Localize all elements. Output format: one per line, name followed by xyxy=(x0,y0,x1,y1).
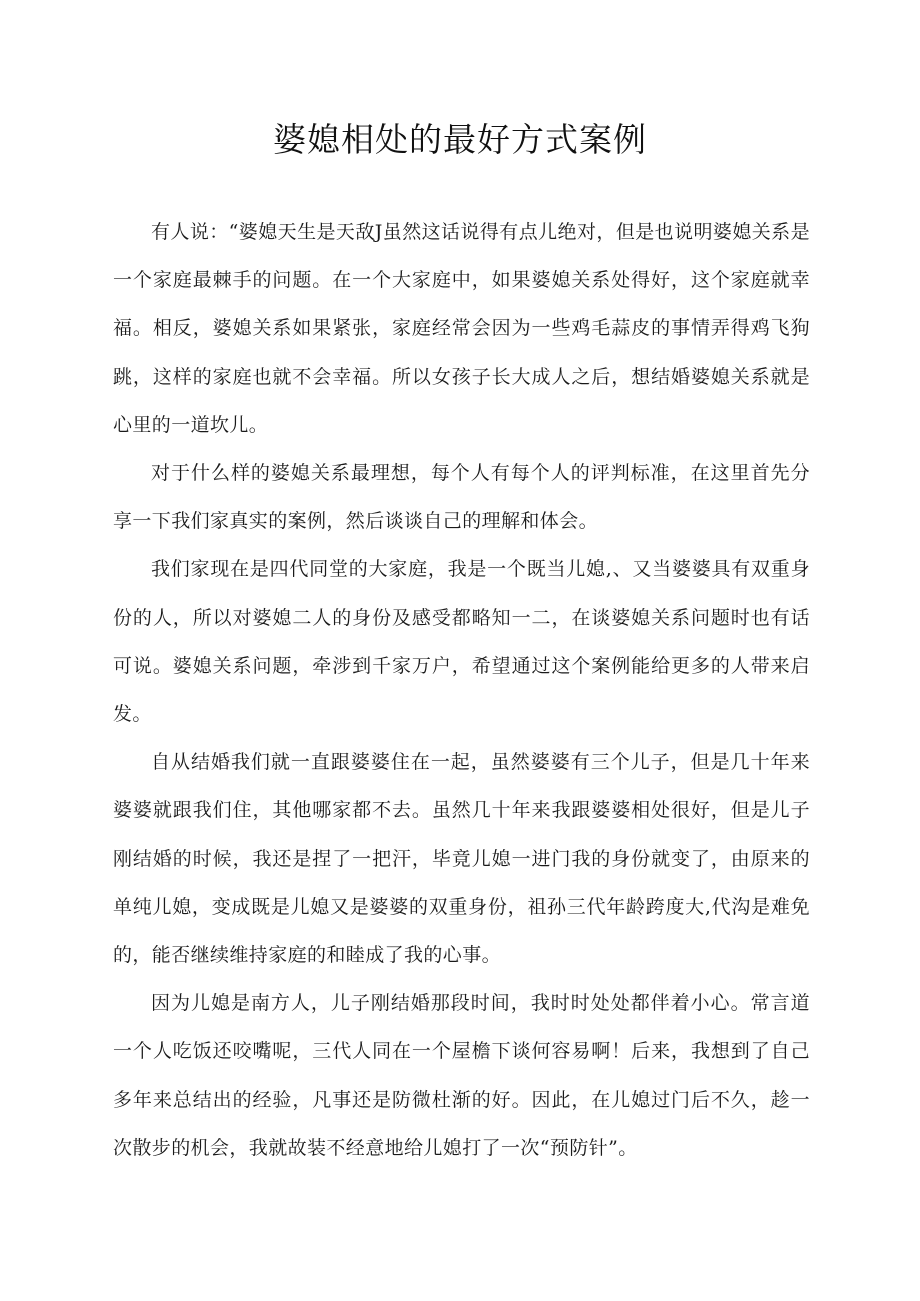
document-body xyxy=(113,208,810,1172)
paragraph: 对于什么样的婆媳关系最理想，每个人有每个人的评判标准，在这里首先分享一下我们家真实的案例，然后谈谈自己的理解和体会。 xyxy=(113,462,810,533)
document-title: 婆媳相处的最好方式案例 xyxy=(273,120,647,159)
paragraph: 因为儿媳是南方人，儿子刚结婚那段时间，我时时处处都伴着小心。常言道一个人吃饭还咬嘴呢，三代人同在一个屋檐下谈何容易啊！后来，我想到了自己多年来总结出的经验，凡事还是防微杜渐的好。因此，在儿媳过门后不久，趁一次散步的机会，我就故装不经意地给儿媳打了一次“预防针”。 xyxy=(113,992,810,1159)
paragraph: 有人说：“婆媳天生是天敌J虽然这话说得有点儿绝对，但是也说明婆媳关系是一个家庭最棘手的问题。在一个大家庭中，如果婆媳关系处得好，这个家庭就幸福。相反，婆媳关系如果紧张，家庭经常会因为一些鸡毛蒜皮的事情弄得鸡飞狗跳，这样的家庭也就不会幸福。所以女孩子长大成人之后，想结婚婆媳关系就是心里的一道坎儿。 xyxy=(113,221,810,436)
paragraph: 我们家现在是四代同堂的大家庭，我是一个既当儿媳,、又当婆婆具有双重身份的人，所以对婆媳二人的身份及感受都略知一二，在谈婆媳关系问题时也有话可说。婆媳关系问题，牵涉到千家万户，希望通过这个案例能给更多的人带来启发。 xyxy=(113,558,810,726)
paragraph: 自从结婚我们就一直跟婆婆住在一起，虽然婆婆有三个儿子，但是几十年来婆婆就跟我们住，其他哪家都不去。虽然几十年来我跟婆婆相处很好，但是儿子刚结婚的时候，我还是捏了一把汗，毕竟儿媳一进门我的身份就变了，由原来的单纯儿媳，变成既是儿媳又是婆婆的双重身份，祖孙三代年龄跨度大,代沟是难免的，能否继续维持家庭的和睦成了我的心事。 xyxy=(113,751,810,967)
